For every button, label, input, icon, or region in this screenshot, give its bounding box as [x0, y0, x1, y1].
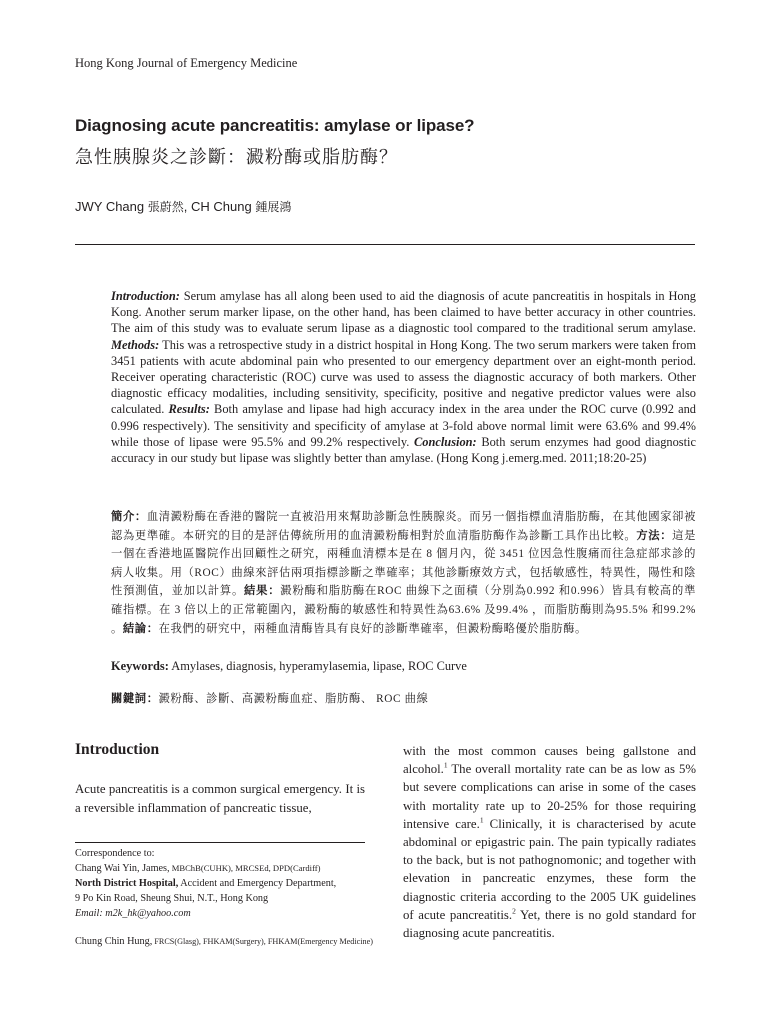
abstract-results-label: Results:	[168, 402, 210, 417]
abstract-zh-conclusion-text: 在我們的研究中，兩種血清酶皆具有良好的診斷準確率，但澱粉酶略優於脂肪酶。	[158, 622, 587, 635]
abstract-zh-results-text: 澱粉酶和脂肪酶在ROC 曲線下之面積（分別為0.992 和0.996）皆具有較高的準確指標。在 3 倍以上的正常範圍內，澱粉酶的敏感性和特異性為63.6% 及99.4% ，而脂肪酶則為95.5% 和99.2% 。	[111, 585, 696, 635]
keywords-label: Keywords:	[111, 659, 169, 673]
correspondence-address: 9 Po Kin Road, Sheung Shui, N.T., Hong Kong	[75, 893, 269, 904]
keywords-zh-label: 關鍵詞：	[111, 693, 159, 705]
intro-right-text-3: Clinically, it is characterised by acute abdominal or epigastric pain. The pain typically radiates to the back, but is not pathognomonic; and together with elevation in pancreatic enzymes, these form the diagnostic criteria according to the 2005 UK guidelines of acute pancreatitis.	[403, 816, 696, 922]
second-author-qualifications: FRCS(Glasg), FHKAM(Surgery), FHKAM(Emergency Medicine)	[152, 937, 374, 946]
reference-1[interactable]: 1	[443, 760, 448, 770]
authors	[75, 198, 291, 215]
abstract-conclusion-label: Conclusion:	[414, 434, 477, 449]
keywords-text: Amylases, diagnosis, hyperamylasemia, lipase, ROC Curve	[168, 659, 467, 673]
keywords-chinese	[111, 690, 696, 706]
abstract-methods-label: Methods:	[111, 337, 160, 352]
journal-name: Hong Kong Journal of Emergency Medicine	[75, 56, 298, 70]
intro-right-text-2: The overall mortality rate can be as low as 5% but severe complications can arise in some of the cases with mortality rate up to 20-25% for those requiring intensive care.	[403, 762, 696, 831]
introduction-right-column	[403, 742, 696, 942]
second-author-affiliation	[75, 934, 375, 949]
author-2-name: CH Chung	[191, 199, 252, 214]
keywords-zh-text: 澱粉酶、診斷、高澱粉酶血症、脂肪酶、 ROC 曲線	[158, 693, 429, 705]
abstract-conclusion-text: Both serum enzymes had good diagnostic accuracy in our study but lipase was slightly better than amylase. (Hong Kong j.emerg.med. 2011;18:20-25)	[111, 434, 696, 466]
correspondence-block	[75, 846, 375, 921]
intro-right-text-4: Yet, there is no gold standard for diagnosing acute pancreatitis.	[403, 907, 697, 941]
abstract-results-text: Both amylase and lipase had high accuracy index in the area under the ROC curve (0.992 and 0.996 respectively). The sensitivity and specificity of amylase at 3-fold above normal limit were 63.6% and 99.4% while those of lipase were 95.5% and 99.2% respectively.	[111, 402, 696, 449]
correspondence-department: Accident and Emergency Department,	[178, 878, 337, 889]
intro-right-text-1: with the most common causes being gallstone and alcohol.	[403, 744, 696, 777]
abstract-chinese	[111, 508, 696, 638]
abstract-introduction-label: Introduction:	[111, 289, 180, 303]
author-1-chinese-name: 張蔚然	[147, 200, 184, 214]
abstract-zh-methods-label: 方法：	[636, 529, 673, 542]
introduction-heading: Introduction	[75, 741, 160, 758]
correspondence-name: Chang Wai Yin, James,	[75, 863, 170, 874]
author-1-name: JWY Chang	[75, 199, 145, 214]
author-2-chinese-name: 鍾展鴻	[255, 200, 292, 214]
correspondence-hospital-line	[75, 876, 375, 891]
abstract-zh-methods-text: 這是一個在香港地區醫院作出回顧性之研究，兩種血清標本是在 8 個月內，從 3451 位因急性腹痛而往急症部求診的病人收集。用（ROC）曲線來評估兩項指標診斷之準確率；其他診斷療效方式，包括敏感性，特異性，陽性和陰性預測值，並加以計算。	[111, 529, 697, 598]
abstract-methods-text: This was a retrospective study in a district hospital in Hong Kong. The two serum markers were taken from 3451 patients with acute abdominal pain who presented to our emergency department over an eight-month period. Receiver operating characteristic (ROC) curve was used to assess the diagnostic accuracy of both markers. Other diagnostic efficacy modalities, including sensitivity, specificity, positive and negative predictor values were also calculated.	[111, 337, 696, 417]
correspondence-qualifications: MBChB(CUHK), MRCSEd, DPD(Cardiff)	[169, 863, 321, 873]
article-title-chinese: 急性胰腺炎之診斷：澱粉酶或脂肪酶？	[75, 147, 398, 167]
author-separator: ,	[183, 199, 192, 214]
abstract-introduction-text: Serum amylase has all along been used to aid the diagnosis of acute pancreatitis in hospitals in Hong Kong. Another serum marker lipase, on the other hand, has been claimed to have better accuracy in other countries. The aim of this study was to evaluate serum lipase as a diagnostic tool compared to the traditional serum amylase.	[111, 289, 696, 336]
abstract-zh-introduction-label: 簡介：	[111, 511, 147, 523]
abstract-zh-conclusion-label: 結論：	[122, 622, 159, 635]
correspondence-divider	[75, 842, 365, 843]
correspondence-hospital: North District Hospital,	[75, 878, 179, 889]
abstract-zh-introduction-text: 血清澱粉酶在香港的醫院一直被沿用來幫助診斷急性胰腺炎。而另一個指標血清脂肪酶，在其他國家卻被認為更準確。本研究的目的是評估傳統所用的血清澱粉酶相對於血清脂肪酶作為診斷工具作出比較。	[111, 511, 696, 542]
header-divider	[75, 244, 695, 245]
introduction-left-column: Acute pancreatitis is a common surgical emergency. It is a reversible inflammation of pancreatic tissue,	[75, 782, 365, 815]
correspondence-label: Correspondence to:	[75, 848, 155, 859]
reference-2[interactable]: 2	[512, 906, 516, 916]
reference-1-repeat[interactable]: 1	[479, 815, 484, 825]
correspondence-author-line	[75, 861, 375, 876]
abstract-zh-results-label: 結果：	[244, 585, 281, 598]
abstract-english	[111, 288, 696, 466]
article-title-english: Diagnosing acute pancreatitis: amylase or lipase?	[75, 116, 475, 135]
second-author-name: Chung Chin Hung,	[75, 936, 153, 947]
keywords-english	[111, 659, 696, 674]
correspondence-email[interactable]: Email: m2k_hk@yahoo.com	[75, 908, 191, 919]
